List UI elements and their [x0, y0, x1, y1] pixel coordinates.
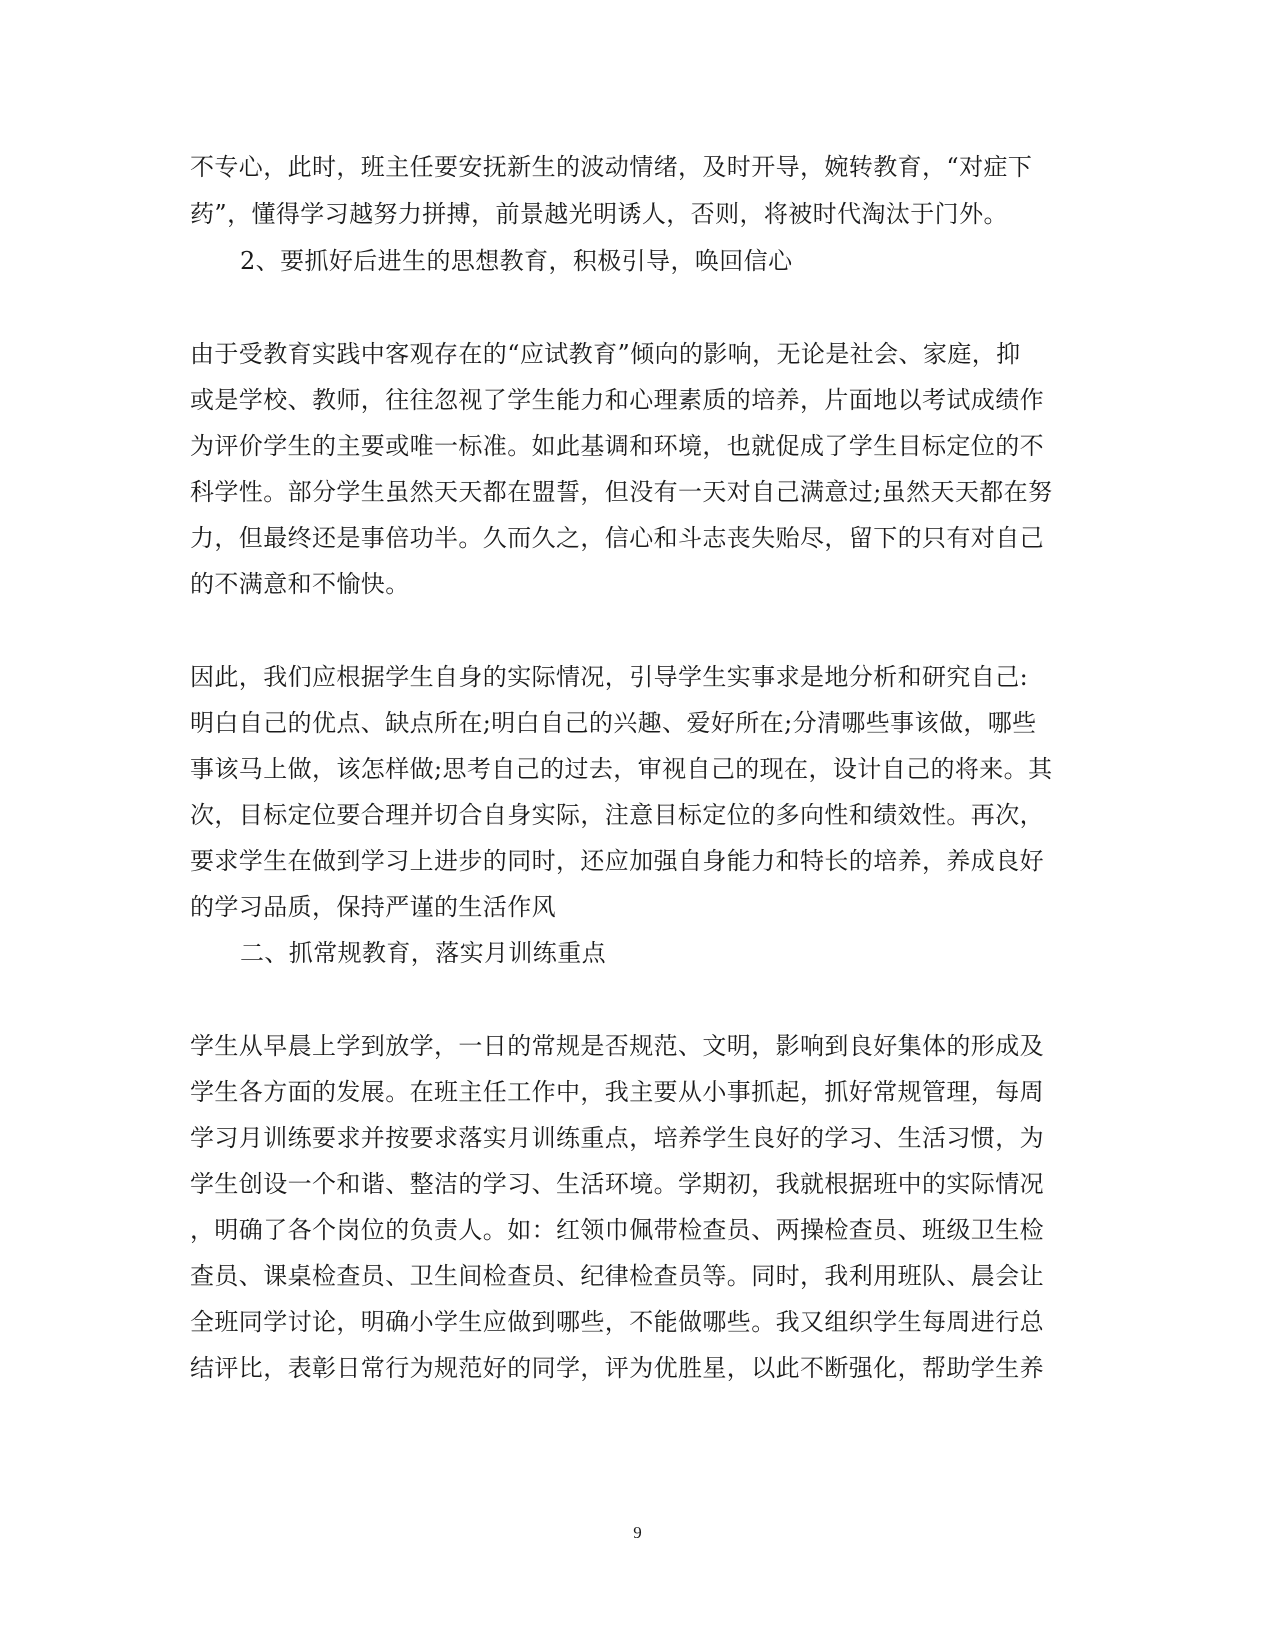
paragraph-routine-line-3: 学习月训练要求并按要求落实月训练重点，培养学生良好的学习、生活习惯，为 — [190, 1124, 1044, 1152]
paragraph-therefore-line-5: 要求学生在做到学习上进步的同时，还应加强自身能力和特长的培养，养成良好 — [190, 847, 1044, 875]
paragraph-routine-line-8: 结评比，表彰日常行为规范好的同学，评为优胜星，以此不断强化，帮助学生养 — [190, 1354, 1044, 1382]
paragraph-exam-line-3: 为评价学生的主要或唯一标准。如此基调和环境，也就促成了学生目标定位的不 — [190, 432, 1044, 460]
paragraph-therefore-line-6: 的学习品质，保持严谨的生活作风 — [190, 893, 556, 921]
page-number: 9 — [633, 1523, 642, 1542]
paragraph-therefore-line-1: 因此，我们应根据学生自身的实际情况，引导学生实事求是地分析和研究自己: — [190, 663, 1029, 691]
paragraph-therefore-line-2: 明白自己的优点、缺点所在;明白自己的兴趣、爱好所在;分清哪些事该做，哪些 — [190, 709, 1037, 737]
paragraph-therefore-line-4: 次，目标定位要合理并切合自身实际，注意目标定位的多向性和绩效性。再次， — [190, 801, 1044, 829]
paragraph-routine-line-7: 全班同学讨论，明确小学生应做到哪些，不能做哪些。我又组织学生每周进行总 — [190, 1308, 1044, 1336]
section-heading-2: 二、抓常规教育，落实月训练重点 — [240, 939, 606, 967]
subheading-2: 2、要抓好后进生的思想教育，积极引导，唤回信心 — [240, 247, 793, 275]
paragraph-exam-line-4: 科学性。部分学生虽然天天都在盟誓，但没有一天对自己满意过;虽然天天都在努 — [190, 478, 1053, 506]
paragraph-exam-line-2: 或是学校、教师，往往忽视了学生能力和心理素质的培养，片面地以考试成绩作 — [190, 386, 1044, 414]
paragraph-therefore-line-3: 事该马上做，该怎样做;思考自己的过去，审视自己的现在，设计自己的将来。其 — [190, 755, 1053, 783]
paragraph-routine-line-4: 学生创设一个和谐、整洁的学习、生活环境。学期初，我就根据班中的实际情况 — [190, 1170, 1044, 1198]
paragraph-routine-line-6: 查员、课桌检查员、卫生间检查员、纪律检查员等。同时，我利用班队、晨会让 — [190, 1262, 1044, 1290]
paragraph-continuation-line-2: 药”，懂得学习越努力拼搏，前景越光明诱人，否则，将被时代淘汰于门外。 — [190, 200, 1008, 228]
paragraph-exam-line-6: 的不满意和不愉快。 — [190, 570, 410, 598]
paragraph-exam-line-5: 力，但最终还是事倍功半。久而久之，信心和斗志丧失贻尽，留下的只有对自己 — [190, 524, 1044, 552]
paragraph-continuation-line-1: 不专心，此时，班主任要安抚新生的波动情绪，及时开导，婉转教育，“对症下 — [190, 153, 1033, 181]
paragraph-routine-line-2: 学生各方面的发展。在班主任工作中，我主要从小事抓起，抓好常规管理，每周 — [190, 1078, 1044, 1106]
paragraph-routine-line-5: ，明确了各个岗位的负责人。如：红领巾佩带检查员、两操检查员、班级卫生检 — [190, 1216, 1044, 1244]
paragraph-exam-line-1: 由于受教育实践中客观存在的“应试教育”倾向的影响，无论是社会、家庭，抑 — [190, 340, 1021, 368]
paragraph-routine-line-1: 学生从早晨上学到放学，一日的常规是否规范、文明，影响到良好集体的形成及 — [190, 1032, 1044, 1060]
